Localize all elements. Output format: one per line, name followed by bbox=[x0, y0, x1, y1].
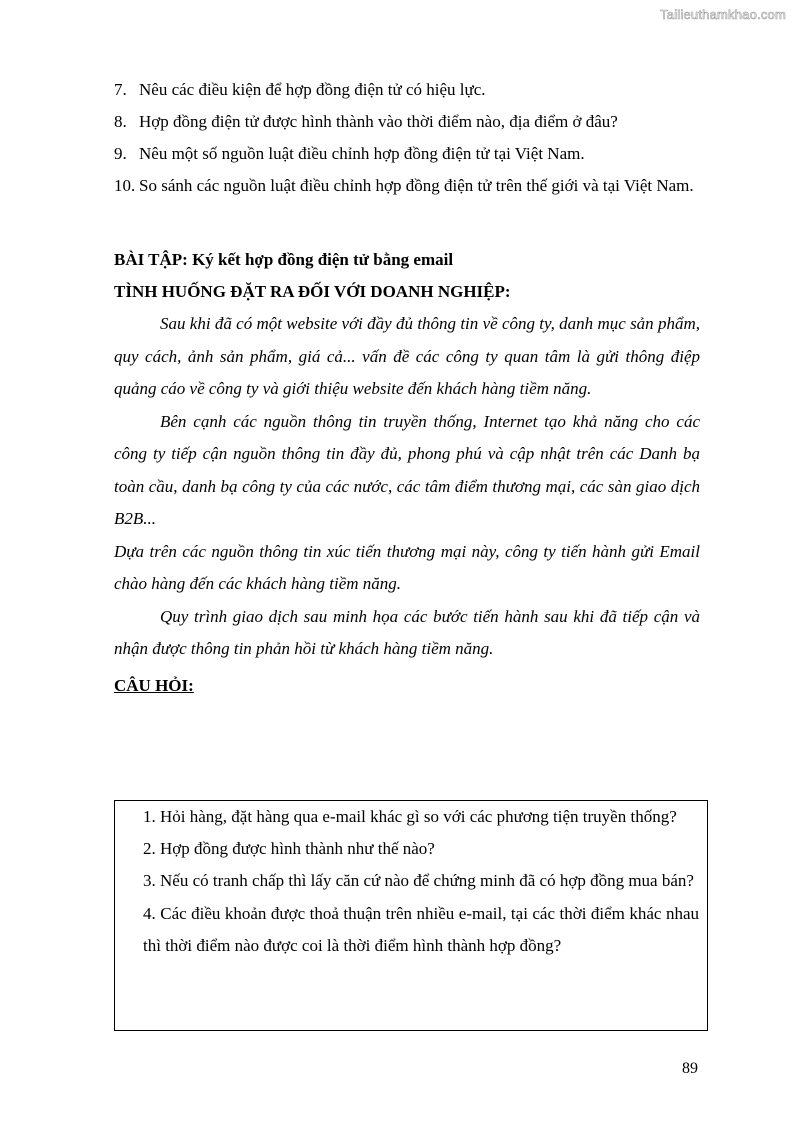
question-number: 8. bbox=[114, 112, 127, 131]
situation-paragraph: Dựa trên các nguồn thông tin xúc tiến thương mại này, công ty tiến hành gửi Email chào hàng đến các khách hàng tiềm năng. bbox=[114, 541, 700, 593]
review-question-list bbox=[114, 74, 700, 202]
page-number: 89 bbox=[682, 1060, 698, 1077]
question-text: Nêu các điều kiện để hợp đồng điện tử có hiệu lực. bbox=[139, 80, 486, 99]
questions-box bbox=[114, 800, 708, 1031]
question-number: 9. bbox=[114, 144, 127, 163]
question-number: 7. bbox=[114, 80, 127, 99]
watermark: Tailieuthamkhao.com bbox=[660, 7, 786, 22]
situation-paragraph: Sau khi đã có một website với đầy đủ thông tin về công ty, danh mục sản phẩm, quy cách, ảnh sản phẩm, giá cả... vấn đề các công ty quan tâm là gửi thông điệp quảng cáo về công ty và giới thiệu website đến khách hàng tiềm năng. bbox=[114, 314, 700, 398]
questions-heading: CÂU HỎI: bbox=[114, 675, 194, 695]
question-text: Nêu một số nguồn luật điều chỉnh hợp đồng điện tử tại Việt Nam. bbox=[139, 144, 585, 163]
review-question-10 bbox=[114, 170, 700, 202]
exercise-title: BÀI TẬP: Ký kết hợp đồng điện tử bằng email bbox=[114, 250, 454, 269]
situation-title: TÌNH HUỐNG ĐẶT RA ĐỐI VỚI DOANH NGHIỆP: bbox=[114, 282, 511, 301]
question-text: So sánh các nguồn luật điều chỉnh hợp đồng điện tử trên thế giới và tại Việt Nam. bbox=[139, 176, 694, 195]
situation-paragraph: Quy trình giao dịch sau minh họa các bước tiến hành sau khi đã tiếp cận và nhận được thông tin phản hồi từ khách hàng tiềm năng. bbox=[114, 606, 700, 658]
review-question-8 bbox=[114, 106, 700, 138]
page-content bbox=[114, 74, 700, 702]
question-text: Hợp đồng điện tử được hình thành vào thời điểm nào, địa điểm ở đâu? bbox=[139, 112, 618, 131]
box-question: 3. Nếu có tranh chấp thì lấy căn cứ nào để chứng minh đã có hợp đồng mua bán? bbox=[143, 871, 694, 891]
situation-paragraph: Bên cạnh các nguồn thông tin truyền thống, Internet tạo khả năng cho các công ty tiếp cận nguồn thông tin đầy đủ, phong phú và cập nhật trên các Danh bạ toàn cầu, danh bạ công ty của các nước, các tâm điểm thương mại, các sàn giao dịch B2B... bbox=[114, 411, 700, 528]
review-question-7 bbox=[114, 74, 700, 106]
review-question-9 bbox=[114, 138, 700, 170]
question-number: 10. bbox=[114, 176, 136, 195]
box-question: 2. Hợp đồng được hình thành như thế nào? bbox=[143, 839, 435, 859]
box-question: 1. Hỏi hàng, đặt hàng qua e-mail khác gì so với các phương tiện truyền thống? bbox=[143, 807, 677, 826]
box-question: 4. Các điều khoản được thoả thuận trên nhiều e-mail, tại các thời điểm khác nhau thì thời điểm nào được coi là thời điểm hình thành hợp đồng? bbox=[143, 903, 699, 955]
